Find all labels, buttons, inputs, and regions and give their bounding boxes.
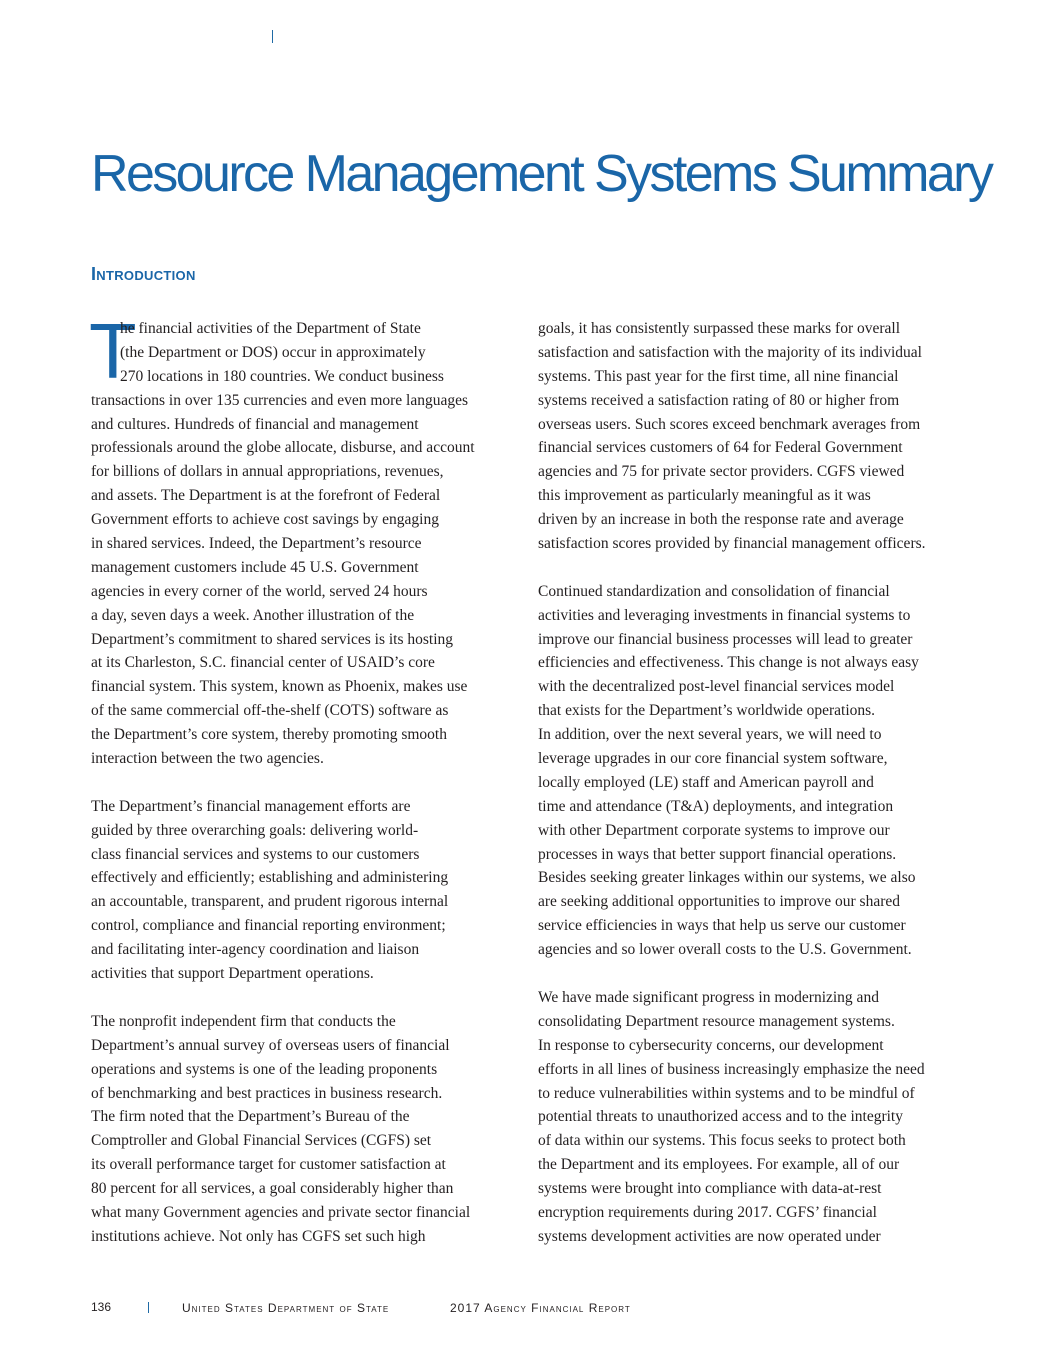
text-line: improve our financial business processes will lead to greater bbox=[538, 630, 913, 648]
page-number: 136 bbox=[91, 1300, 112, 1314]
text-line: and cultures. Hundreds of financial and management bbox=[91, 415, 419, 433]
text-line: he financial activities of the Department of State bbox=[120, 320, 421, 337]
right-paragraph-2 bbox=[538, 580, 968, 962]
text-line: efforts in all lines of business increasingly emphasize the need bbox=[538, 1060, 925, 1078]
text-line: processes in ways that better support financial operations. bbox=[538, 845, 897, 863]
page-title: Resource Management Systems Summary bbox=[91, 145, 992, 203]
text-line: control, compliance and financial reporting environment; bbox=[91, 917, 446, 935]
text-line: Department’s annual survey of overseas users of financial bbox=[91, 1036, 450, 1054]
text-line: of benchmarking and best practices in business research. bbox=[91, 1084, 443, 1102]
text-line: effectively and efficiently; establishing and administering bbox=[91, 869, 449, 887]
text-line: encryption requirements during 2017. CGFS’ financial bbox=[538, 1203, 877, 1221]
text-line: satisfaction and satisfaction with the majority of its individual bbox=[538, 343, 922, 361]
text-line: what many Government agencies and private sector financial bbox=[91, 1203, 471, 1221]
text-line: The Department’s financial management efforts are bbox=[91, 797, 411, 815]
text-line: the Department and its employees. For example, all of our bbox=[538, 1156, 900, 1174]
text-line: (the Department or DOS) occur in approximately bbox=[120, 343, 426, 361]
text-line: The firm noted that the Department’s Bureau of the bbox=[91, 1108, 410, 1126]
text-line: Government efforts to achieve cost savings by engaging bbox=[91, 511, 439, 529]
text-line: overseas users. Such scores exceed benchmark averages from bbox=[538, 415, 921, 433]
page-footer bbox=[91, 1300, 1043, 1318]
text-line: and assets. The Department is at the forefront of Federal bbox=[91, 487, 441, 505]
text-line: and facilitating inter-agency coordination and liaison bbox=[91, 941, 420, 959]
text-line: financial services customers of 64 for Federal Government bbox=[538, 439, 903, 457]
text-line: with other Department corporate systems to improve our bbox=[538, 821, 890, 839]
text-line: financial system. This system, known as Phoenix, makes use bbox=[91, 678, 468, 696]
left-paragraph-2 bbox=[91, 795, 511, 986]
text-line: Comptroller and Global Financial Services (CGFS) set bbox=[91, 1132, 432, 1150]
text-line: Continued standardization and consolidation of financial bbox=[538, 582, 890, 600]
text-line: potential threats to unauthorized access and to the integrity bbox=[538, 1108, 903, 1126]
text-line: systems. This past year for the first time, all nine financial bbox=[538, 367, 899, 385]
text-line: guided by three overarching goals: delivering world- bbox=[91, 821, 419, 839]
text-line: service efficiencies in ways that help us serve our customer bbox=[538, 917, 906, 935]
text-line: to reduce vulnerabilities within systems and to be mindful of bbox=[538, 1084, 915, 1102]
text-line: operations and systems is one of the leading proponents bbox=[91, 1060, 438, 1078]
text-line: leverage upgrades in our core financial system software, bbox=[538, 750, 888, 768]
text-line: In addition, over the next several years, we will need to bbox=[538, 726, 882, 744]
text-line: are seeking additional opportunities to improve our shared bbox=[538, 893, 901, 911]
text-line: 80 percent for all services, a goal considerably higher than bbox=[91, 1180, 454, 1198]
text-line: We have made significant progress in modernizing and bbox=[538, 988, 879, 1006]
text-line: agencies and 75 for private sector providers. CGFS viewed bbox=[538, 463, 905, 481]
footer-divider bbox=[148, 1302, 149, 1313]
right-paragraph-1 bbox=[538, 317, 968, 556]
text-line: in shared services. Indeed, the Department’s resource bbox=[91, 535, 422, 553]
text-line: of data within our systems. This focus seeks to protect both bbox=[538, 1132, 906, 1150]
text-line: this improvement as particularly meaningful as it was bbox=[538, 487, 871, 505]
footer-report-title: 2017 Agency Financial Report bbox=[450, 1301, 631, 1315]
text-line: professionals around the globe allocate, disburse, and account bbox=[91, 439, 475, 457]
left-column bbox=[89, 307, 511, 1249]
text-line: at its Charleston, S.C. financial center of USAID’s core bbox=[91, 654, 435, 672]
text-line: activities that support Department operations. bbox=[91, 965, 374, 983]
right-paragraph-3 bbox=[538, 986, 968, 1249]
text-line: In response to cybersecurity concerns, our development bbox=[538, 1036, 884, 1054]
right-column bbox=[538, 317, 968, 1249]
header-rule bbox=[272, 30, 273, 43]
text-line: locally employed (LE) staff and American payroll and bbox=[538, 773, 874, 791]
text-line: time and attendance (T&A) deployments, and integration bbox=[538, 797, 894, 815]
text-line: Besides seeking greater linkages within our systems, we also bbox=[538, 869, 916, 887]
text-line: 270 locations in 180 countries. We conduct business bbox=[120, 367, 444, 385]
text-line: consolidating Department resource management systems. bbox=[538, 1012, 895, 1030]
left-paragraph-3 bbox=[91, 1010, 511, 1249]
text-line: goals, it has consistently surpassed these marks for overall bbox=[538, 320, 901, 337]
text-line: activities and leveraging investments in financial systems to bbox=[538, 606, 911, 624]
text-line: management customers include 45 U.S. Government bbox=[91, 558, 419, 576]
text-line: class financial services and systems to our customers bbox=[91, 845, 420, 863]
text-line: for billions of dollars in annual appropriations, revenues, bbox=[91, 463, 444, 481]
text-line: the Department’s core system, thereby promoting smooth bbox=[91, 726, 447, 744]
text-line: satisfaction scores provided by financial management officers. bbox=[538, 535, 926, 553]
text-line: that exists for the Department’s worldwide operations. bbox=[538, 702, 876, 720]
text-line: interaction between the two agencies. bbox=[91, 750, 324, 768]
drop-cap: T bbox=[89, 307, 137, 395]
text-line: an accountable, transparent, and prudent rigorous internal bbox=[91, 893, 449, 911]
text-line: with the decentralized post-level financial services model bbox=[538, 678, 895, 696]
text-line: systems received a satisfaction rating of 80 or higher from bbox=[538, 391, 900, 409]
text-line: systems were brought into compliance with data-at-rest bbox=[538, 1180, 882, 1198]
section-heading-introduction: Introduction bbox=[91, 264, 196, 284]
text-line: The nonprofit independent firm that conducts the bbox=[91, 1012, 396, 1030]
text-line: agencies and so lower overall costs to the U.S. Government. bbox=[538, 941, 912, 959]
left-paragraph-1 bbox=[89, 307, 511, 771]
text-line: institutions achieve. Not only has CGFS set such high bbox=[91, 1227, 426, 1245]
text-line: agencies in every corner of the world, served 24 hours bbox=[91, 582, 428, 600]
footer-department: United States Department of State bbox=[182, 1301, 390, 1315]
text-line: of the same commercial off-the-shelf (COTS) software as bbox=[91, 702, 449, 720]
text-line: a day, seven days a week. Another illustration of the bbox=[91, 606, 415, 624]
text-line: its overall performance target for customer satisfaction at bbox=[91, 1156, 446, 1174]
text-line: Department’s commitment to shared services is its hosting bbox=[91, 630, 454, 648]
text-line: transactions in over 135 currencies and even more languages bbox=[91, 391, 469, 409]
text-line: efficiencies and effectiveness. This change is not always easy bbox=[538, 654, 919, 672]
text-line: systems development activities are now operated under bbox=[538, 1227, 881, 1245]
text-line: driven by an increase in both the response rate and average bbox=[538, 511, 904, 529]
